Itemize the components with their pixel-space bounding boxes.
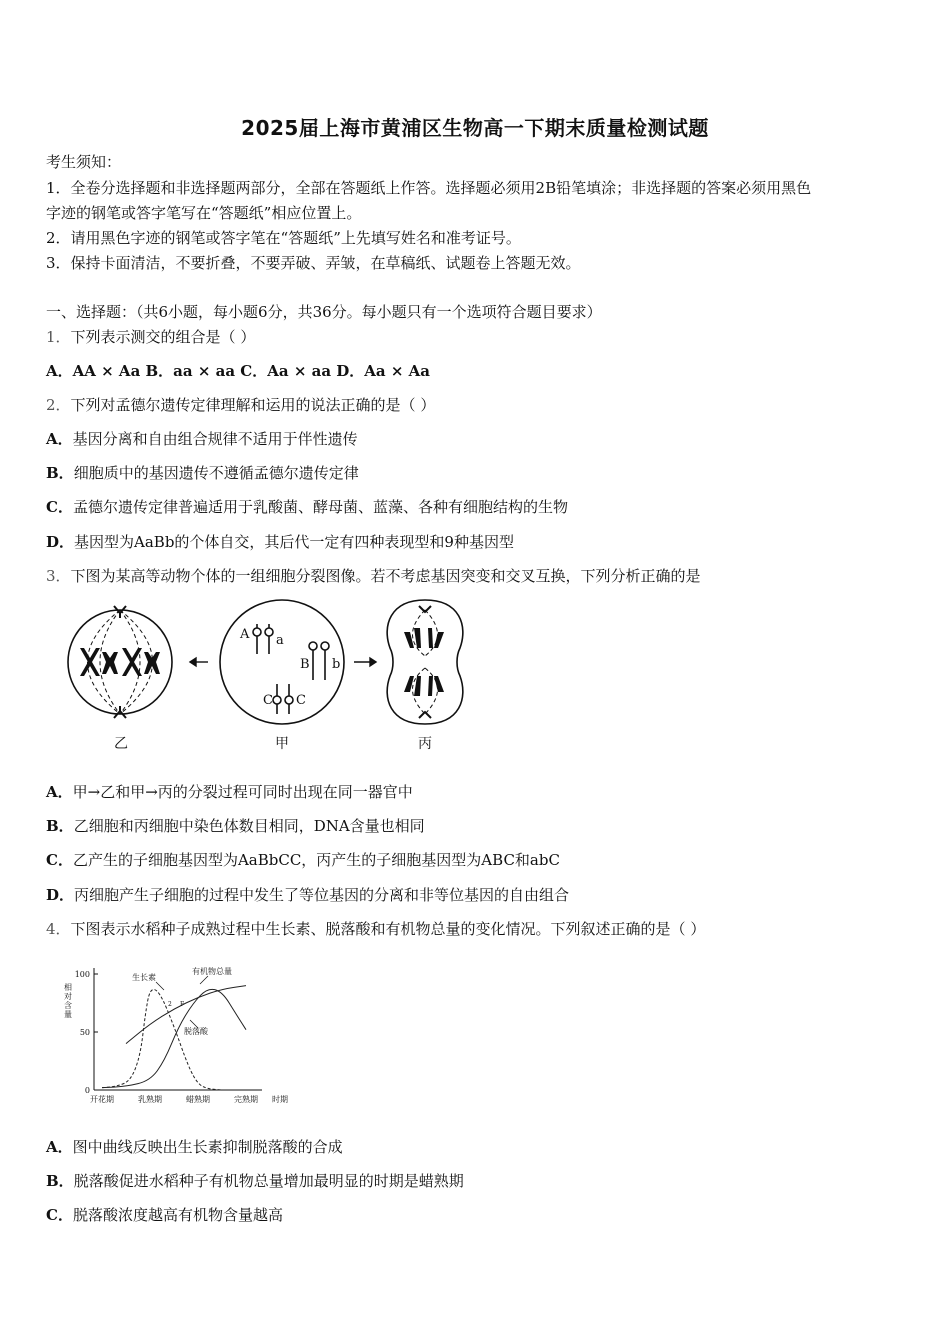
series-line-0 xyxy=(102,989,222,1090)
gene-label-b: b xyxy=(332,657,341,672)
q2-option-d xyxy=(46,532,514,552)
gene-label-a: a xyxy=(276,633,284,648)
series-label-0: 生长素 xyxy=(132,973,156,982)
series-label-1: 有机物总量 xyxy=(192,967,232,976)
q4-option-b xyxy=(46,1171,464,1191)
q2-option-b xyxy=(46,463,359,483)
notice-item-1-cont: 字迹的钢笔或答字笔写在“答题纸”相应位置上。 xyxy=(46,204,362,222)
q3-option-c xyxy=(46,850,560,870)
gene-label-C2: C xyxy=(296,693,306,708)
option-text: 乙细胞和丙细胞中染色体数目相同，DNA含量也相同 xyxy=(73,817,425,835)
option-label: D． xyxy=(46,886,75,904)
q4-option-a xyxy=(46,1137,343,1157)
page-title: 2025届上海市黄浦区生物高一下期末质量检测试题 xyxy=(241,116,709,140)
marker-label: F xyxy=(180,1001,185,1008)
option-text: 甲→乙和甲→丙的分裂过程可同时出现在同一器官中 xyxy=(72,783,413,801)
option-text: 脱落酸促进水稻种子有机物总量增加最明显的时期是蜡熟期 xyxy=(73,1172,464,1190)
gene-label-C1: C xyxy=(263,693,273,708)
cell-division-figure xyxy=(60,596,480,756)
x-tick-label: 开花期 xyxy=(90,1095,114,1104)
cell-yi xyxy=(68,606,172,718)
figure-label-jia: 甲 xyxy=(275,736,289,752)
question-1 xyxy=(46,327,255,347)
y-tick-label: 50 xyxy=(79,1028,90,1037)
question-2 xyxy=(46,395,435,415)
option-text: 基因型为AaBb的个体自交，其后代一定有四种表现型和9种基因型 xyxy=(74,533,514,551)
q2-option-a xyxy=(46,429,358,449)
option-text: 乙产生的子细胞基因型为AaBbCC，丙产生的子细胞基因型为ABC和abC xyxy=(72,851,560,869)
option-text: 丙细胞产生子细胞的过程中发生了等位基因的分离和非等位基因的自由组合 xyxy=(74,886,570,904)
q3-option-a xyxy=(46,782,413,802)
question-number: 4． xyxy=(46,920,71,938)
section-heading: 一、选择题：（共6小题，每小题6分，共36分。每小题只有一个选项符合题目要求） xyxy=(46,303,602,321)
hormone-chart xyxy=(58,960,288,1106)
option-label: A． xyxy=(46,783,73,801)
series-line-2 xyxy=(102,989,246,1087)
arrow-right xyxy=(354,658,376,666)
question-stem: 下图表示水稻种子成熟过程中生长素、脱落酸和有机物总量的变化情况。下列叙述正确的是（ ） xyxy=(70,920,706,938)
question-stem: 下图为某高等动物个体的一组细胞分裂图像。若不考虑基因突变和交叉互换，下列分析正确的是 xyxy=(70,567,701,585)
option-label: C． xyxy=(46,851,73,869)
y-tick-label: 0 xyxy=(84,1086,90,1095)
x-tick-label: 蜡熟期 xyxy=(186,1095,210,1104)
q2-option-c xyxy=(46,497,568,517)
y-axis-label-char: 相 xyxy=(64,983,72,992)
figure-label-bing: 丙 xyxy=(418,736,432,752)
option-text: 细胞质中的基因遗传不遵循孟德尔遗传定律 xyxy=(73,464,359,482)
y-axis-label-char: 对 xyxy=(64,992,72,1001)
notice-item-1: 1．全卷分选择题和非选择题两部分，全部在答题纸上作答。选择题必须用2B铅笔填涂；非选择题的答案必须用黑色 xyxy=(46,179,812,197)
option-text: 基因分离和自由组合规律不适用于伴性遗传 xyxy=(72,430,358,448)
cell-bing-chromosomes xyxy=(404,628,444,696)
x-axis-label: 时期 xyxy=(272,1095,288,1104)
gene-label-B: B xyxy=(300,657,310,672)
y-axis-label-char: 含 xyxy=(64,1001,72,1010)
question-4 xyxy=(46,919,705,939)
x-tick-label: 乳熟期 xyxy=(138,1095,162,1104)
cell-jia xyxy=(220,600,344,724)
q3-option-d xyxy=(46,885,569,905)
option-label: A． xyxy=(46,430,73,448)
arrow-left xyxy=(190,658,208,666)
question-1-options: A．AA × Aa B．aa × aa C．Aa × aa D．Aa × Aa xyxy=(46,362,431,380)
cell-bing xyxy=(387,600,463,724)
y-tick-label: 100 xyxy=(74,970,90,979)
x-tick-label: 完熟期 xyxy=(234,1095,258,1104)
question-number: 2． xyxy=(46,396,71,414)
option-label: B． xyxy=(46,464,74,482)
notice-item-3: 3．保持卡面清洁，不要折叠，不要弄破、弄皱，在草稿纸、试题卷上答题无效。 xyxy=(46,254,581,272)
figure-label-yi: 乙 xyxy=(114,736,128,752)
q3-option-b xyxy=(46,816,425,836)
leader-line xyxy=(200,976,208,984)
notice-item-2: 2．请用黑色字迹的钢笔或答字笔在“答题纸”上先填写姓名和准考证号。 xyxy=(46,229,521,247)
question-3 xyxy=(46,566,701,586)
option-text: 脱落酸浓度越高有机物含量越高 xyxy=(72,1206,283,1224)
y-axis-label-char: 量 xyxy=(64,1010,72,1019)
question-number: 1． xyxy=(46,328,71,346)
question-stem: 下列对孟德尔遗传定律理解和运用的说法正确的是（ ） xyxy=(70,396,436,414)
option-label: D． xyxy=(46,533,75,551)
option-label: C． xyxy=(46,1206,73,1224)
cell-yi-chromosomes xyxy=(80,648,160,676)
question-number: 3． xyxy=(46,567,71,585)
option-label: B． xyxy=(46,817,74,835)
question-stem: 下列表示测交的组合是（ ） xyxy=(70,328,256,346)
q4-option-c xyxy=(46,1205,283,1225)
option-text: 图中曲线反映出生长素抑制脱落酸的合成 xyxy=(72,1138,343,1156)
series-label-2: 脱落酸 xyxy=(184,1027,208,1036)
option-text: 孟德尔遗传定律普遍适用于乳酸菌、酵母菌、蓝藻、各种有细胞结构的生物 xyxy=(72,498,568,516)
leader-line xyxy=(156,982,164,990)
notice-heading: 考生须知： xyxy=(46,153,122,171)
option-label: B． xyxy=(46,1172,74,1190)
marker-label: 2 xyxy=(168,1001,172,1008)
option-label: A． xyxy=(46,1138,73,1156)
gene-label-A: A xyxy=(240,627,250,642)
option-label: C． xyxy=(46,498,73,516)
